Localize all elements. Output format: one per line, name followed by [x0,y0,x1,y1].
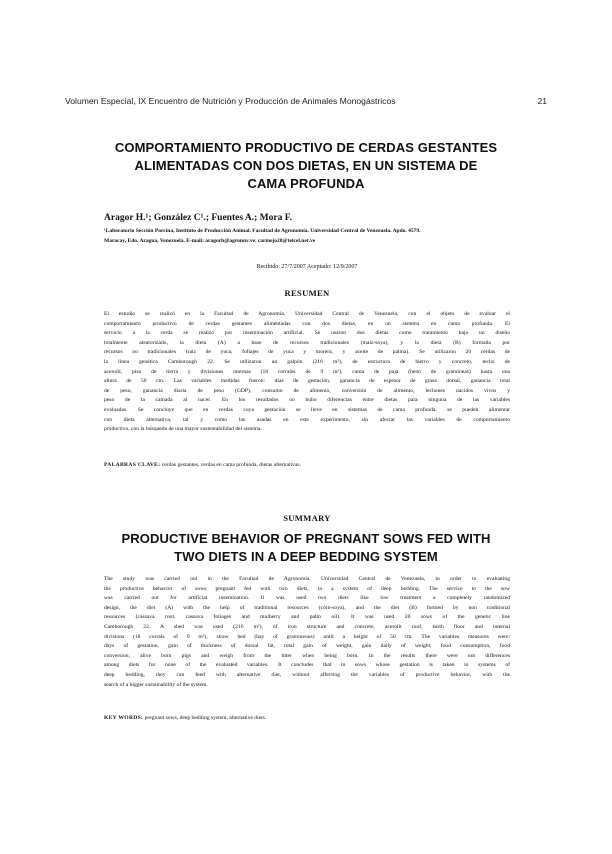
abstract-line: the productive behavior of sows pregnant fed with two diets, in a system of deep bedding. The service to the sow [104,585,510,592]
running-header [65,96,547,106]
page-number: 21 [537,96,547,106]
abstract-line: con dieta alternativa, tal y como las usadas en este experimento, sin afectar las variables de comportamiento [104,416,510,423]
abstract-line: de peso, ganancia diaria de peso (GDP), consumo de alimento, conversión de alimento, lechones nacidos vivos y [104,387,510,394]
abstract-line: days of gestation, gain of thickness of dorsal fat, total gain of weight, gain daily of weight, food consumption, food [104,643,510,650]
summary-heading: SUMMARY [283,513,331,523]
abstract-line: servicio a la cerda se realizó por inseminación artificial. Se usaron dos dietas como tratamiento bajo un diseño [104,330,510,337]
keywords-label: KEY WORDS: [104,715,144,721]
abstract-line: Camborough 22. A shed was used (216 m²), of iron structure and concrete, acerolit roof, earth floor and internal [104,623,510,630]
abstract-line: deep bedding, they can feed with alternative diet, without affecting the variables of productive behavior, with the [104,671,510,678]
received-dates: Recibido: 27/7/2007 Aceptado: 12/9/2007 [256,264,358,270]
affiliation-line: Maracay, Edo. Aragua, Venezuela. E-mail: aragorh@agronuv.ve. carmejo28@telcel.net.ve [104,238,316,244]
abstract-line: design, the diet (A) with the help of traditional resources (corn-soya), and the diet (B) formed by non traditional [104,604,510,611]
author-list: Aragor H.¹; González C¹.; Fuentes A.; Mora F. [104,213,293,223]
affiliation-line: ¹Laboratorio Sección Porcina, Instituto de Producción Animal. Facultad de Agronomía. Universidad Central de Venezuela. Apdo. 4579. [104,228,421,234]
abstract-line: among diets for none of the evaluated variables. It concludes that in sows whose gestation is taken in systems of [104,662,510,669]
abstract-line: was carried out for artificial insemination. It was used two diets like low treatment a completely randomized [104,595,510,602]
title-line: CAMA PROFUNDA [247,176,365,191]
spanish-title [70,139,542,193]
abstract-line: altura de 50 cm. Las variables medidas fueron: días de gestación, ganancia de espesor de grasa dorsal, ganancia total [104,378,510,385]
spanish-keywords [104,462,510,468]
resumen-body [104,310,510,435]
abstract-line: conversion, alive born pigs and weigh from the litter when being born. In the results there were not differences [104,652,510,659]
abstract-line: divisions (18 corrals of 9 m²), straw bed (hay of gramineous) until a height of 50 cm. The variables measures were: [104,633,510,640]
title-line: PRODUCTIVE BEHAVIOR OF PREGNANT SOWS FED WITH [121,531,491,546]
abstract-line: totalmente aleatorizado, la dieta (A) a base de recursos tradicionales (maíz-soya), y la dieta (B) formada por [104,339,510,346]
abstract-line: la línea genética Camborough 22. Se utilizaron un galpón (216 m²), de estructura de hierro y concreto, techo de [104,358,510,365]
abstract-line: resources (cassava root, cassava foliages and mulberry and palm oil). It was used 20 sows of the genetic line [104,614,510,621]
abstract-line: productivo, con la búsqueda de una mayor sustentabilidad del sistema. [104,426,262,433]
affiliation [104,226,510,246]
abstract-line: comportamiento productivo de cerdas gestantes alimentadas con dos dietas, en un sistema en cama profunda. El [104,320,510,327]
abstract-line: search of a bigger sustainability of the system. [104,681,208,688]
keywords-label: PALABRAS CLAVE: [104,462,161,468]
summary-body [104,575,510,690]
title-line: COMPORTAMIENTO PRODUCTIVO DE CERDAS GESTANTES [114,140,498,155]
abstract-line: acerolit, piso de tierra y divisiones internas (18 corrales de 9 m²), cama de paja (heno de gramíneas) hasta una [104,368,510,375]
abstract-line: recursos no tradicionales (raíz de yuca, follajes de yuca y morera, y aceite de palma). Se utilizaron 20 cerdas de [104,349,510,356]
abstract-line: peso de la camada al nacer. En los resultados no hubo diferencias entre dietas para ninguna de las variables [104,397,510,404]
abstract-line: evaluadas. Se concluye que en cerdas cuya gestación se lleve en sistemas de cama profunda, se pueden alimentar [104,406,510,413]
title-line: ALIMENTADAS CON DOS DIETAS, EN UN SISTEMA DE [134,158,478,173]
keywords-text: cerdas gestantes, cerdas en cama profunda, dietas alternativas. [160,462,301,468]
resumen-heading: RESUMEN [284,288,330,298]
journal-name: Volumen Especial, IX Encuentro de Nutrición y Producción de Animales Monogástricos [65,96,396,106]
title-line: TWO DIETS IN A DEEP BEDDING SYSTEM [174,549,438,564]
abstract-line: El estudio se realizó en la Facultad de Agronomía, Universidad Central de Venezuela, con el objeto de evaluar el [104,311,510,317]
abstract-line: The study was carried out in the Facultad de Agronomía, Universidad Central de Venezuela, in order to evaluating [104,576,510,582]
keywords-text: pregnant sows, deep bedding system, alternative diets. [143,715,267,721]
english-keywords [104,715,510,721]
english-title [70,530,542,566]
